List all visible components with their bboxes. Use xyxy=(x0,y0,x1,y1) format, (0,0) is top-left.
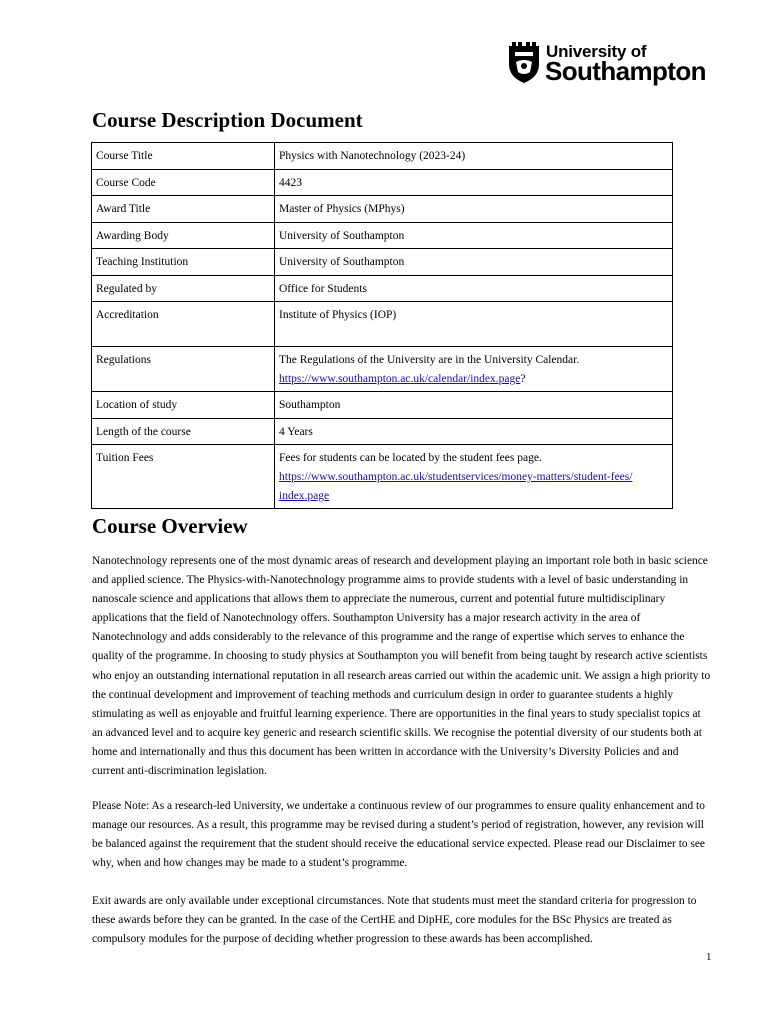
row-key: Location of study xyxy=(92,392,275,419)
course-info-table xyxy=(91,142,673,509)
row-key: Regulations xyxy=(92,347,275,392)
regulations-text: The Regulations of the University are in the University Calendar. xyxy=(279,354,580,366)
row-key: Course Title xyxy=(92,143,275,170)
regulations-link[interactable]: https://www.southampton.ac.uk/calendar/index.page xyxy=(279,373,521,385)
overview-paragraph-2-block xyxy=(92,797,712,873)
fees-text: Fees for students can be located by the student fees page. xyxy=(279,452,542,464)
row-value: University of Southampton xyxy=(275,249,673,276)
table-row xyxy=(92,347,673,392)
page-number: 1 xyxy=(706,951,712,963)
table-row xyxy=(92,392,673,419)
row-key: Accreditation xyxy=(92,302,275,347)
table-row xyxy=(92,223,673,249)
overview-paragraph-3-block xyxy=(92,892,712,949)
row-key: Awarding Body xyxy=(92,223,275,249)
table-row xyxy=(92,143,673,170)
table-row xyxy=(92,170,673,196)
row-value: Master of Physics (MPhys) xyxy=(275,196,673,223)
regulations-link-suffix: ? xyxy=(520,373,526,385)
disclaimer-paragraph: Please Note: As a research-led University, we undertake a continuous review of our programmes to ensure quality enhancement and to manage our resources. As a result, this programme may be revised during a student’s period of registration, however, any revision will be balanced against the requirement that the student should receive the educational service expected. Please read our Disclaimer to see why, when and how changes may be made to a student’s programme. xyxy=(92,800,705,870)
table-row xyxy=(92,419,673,445)
exit-awards-paragraph: Exit awards are only available under exceptional circumstances. Note that students must meet the standard criteria for progression to these awards before they can be granted. In the case of the CertHE and DipHE, core modules for the BSc Physics are treated as compulsory modules for the purpose of deciding whether progression to these awards has been accomplished. xyxy=(92,895,697,946)
row-key: Length of the course xyxy=(92,419,275,445)
table-row xyxy=(92,445,673,509)
row-value xyxy=(275,445,673,509)
row-value: Physics with Nanotechnology (2023-24) xyxy=(275,143,673,170)
document-title: Course Description Document xyxy=(92,108,363,132)
row-value: Southampton xyxy=(275,392,673,419)
university-logo xyxy=(508,40,714,88)
row-value xyxy=(275,347,673,392)
row-key: Tuition Fees xyxy=(92,445,275,509)
logo-text-line1: University of xyxy=(546,42,647,61)
row-key: Course Code xyxy=(92,170,275,196)
table-row xyxy=(92,249,673,276)
row-key: Award Title xyxy=(92,196,275,223)
logo-text-line2: Southampton xyxy=(545,56,706,86)
row-value: 4423 xyxy=(275,170,673,196)
table-row xyxy=(92,196,673,223)
overview-paragraph: Nanotechnology represents one of the most dynamic areas of research and development playing an important role both in basic science and applied science. The Physics-with-Nanotechnology programme aims to provide students with a level of basic understanding in nanoscale science and applications that allows them to appreciate the numerous, current and potential future multidisciplinary applications that the field of Nanotechnology offers. Southampton University has a major research activity in the area of Nanotechnology and adds considerably to the relevance of this programme and the range of expertise which serves to enhance the quality of the programme. In choosing to study physics at Southampton you will benefit from being taught by research active scientists who enjoy an outstanding international reputation in all research areas carried out within the academic unit. We assign a high priority to the continual development and improvement of teaching methods and curriculum design in order to guarantee students a highly stimulating as well as enjoyable and fruitful learning experience. There are opportunities in the final years to study specialist topics at an advanced level and to acquire key generic and research scientific skills. We recognise the potential diversity of our students both at home and internationally and thus this document has been written in accordance with the University’s Diversity Policies and and current anti-discrimination legislation. xyxy=(92,555,711,778)
row-key: Teaching Institution xyxy=(92,249,275,276)
table-row xyxy=(92,276,673,302)
row-value: Office for Students xyxy=(275,276,673,302)
row-key: Regulated by xyxy=(92,276,275,302)
university-crest-icon xyxy=(508,42,540,84)
row-value: Institute of Physics (IOP) xyxy=(275,302,673,347)
overview-paragraph-1-block xyxy=(92,552,712,781)
course-overview-heading: Course Overview xyxy=(92,514,248,538)
fees-link-line1[interactable]: https://www.southampton.ac.uk/studentservices/money-matters/student-fees/ xyxy=(279,471,633,483)
row-value: 4 Years xyxy=(275,419,673,445)
fees-link-line2[interactable]: index.page xyxy=(279,490,330,502)
row-value: University of Southampton xyxy=(275,223,673,249)
table-row xyxy=(92,302,673,347)
